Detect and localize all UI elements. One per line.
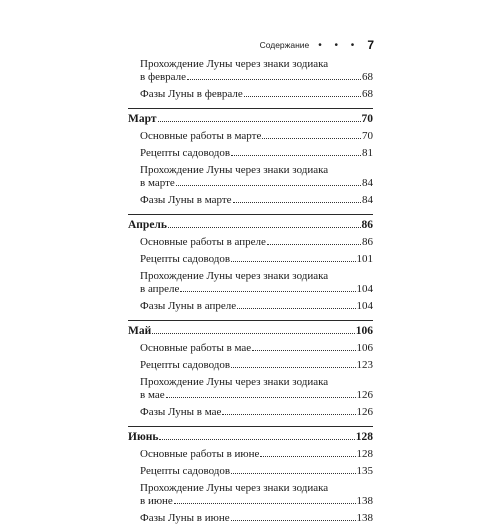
toc-entry-page: 123 bbox=[356, 359, 373, 371]
toc-entry[interactable] bbox=[128, 253, 373, 266]
leader-dots bbox=[231, 155, 361, 156]
toc-entry[interactable] bbox=[128, 300, 373, 313]
toc-entry[interactable] bbox=[128, 359, 373, 372]
toc-entry[interactable] bbox=[128, 236, 373, 249]
toc-entry[interactable] bbox=[128, 512, 373, 525]
toc-entry-page: 138 bbox=[356, 495, 373, 507]
toc-entry-label: Основные работы в мае bbox=[140, 342, 252, 354]
toc-month-heading[interactable] bbox=[128, 113, 373, 126]
toc-entry-line2 bbox=[140, 283, 373, 296]
leader-dots bbox=[176, 185, 361, 186]
toc-entry-page: 126 bbox=[356, 389, 373, 401]
leader-dots bbox=[159, 439, 354, 440]
toc-entry-label-line2: в июне bbox=[140, 495, 173, 507]
toc-entry-label-line1: Прохождение Луны через знаки зодиака bbox=[140, 376, 329, 388]
toc-entry-page: 84 bbox=[362, 177, 373, 189]
toc-entry-label: Рецепты садоводов bbox=[140, 253, 231, 265]
toc-entry-label: Фазы Луны в марте bbox=[140, 194, 232, 206]
toc-entry[interactable] bbox=[128, 270, 373, 296]
toc-month-heading[interactable] bbox=[128, 219, 373, 232]
page-number: 7 bbox=[367, 38, 374, 52]
leader-dots bbox=[231, 367, 355, 368]
header-dots: • • • bbox=[318, 39, 360, 51]
toc-month-heading[interactable] bbox=[128, 325, 373, 338]
toc-entry-page: 106 bbox=[356, 342, 373, 354]
toc-heading-label: Март bbox=[128, 113, 157, 125]
toc-entry-label-line1: Прохождение Луны через знаки зодиака bbox=[140, 58, 329, 70]
toc-entry-line2 bbox=[140, 495, 373, 508]
toc-entry[interactable] bbox=[128, 130, 373, 143]
leader-dots bbox=[174, 503, 356, 504]
toc-entry-label-line1: Прохождение Луны через знаки зодиака bbox=[140, 270, 329, 282]
toc-entry-label: Рецепты садоводов bbox=[140, 147, 231, 159]
toc-entry-page: 104 bbox=[356, 283, 373, 295]
leader-dots bbox=[158, 121, 361, 122]
toc-entry-label-line2: в феврале bbox=[140, 71, 186, 83]
toc-entry-label-line2: в марте bbox=[140, 177, 175, 189]
toc-entry-line2 bbox=[140, 389, 373, 402]
leader-dots bbox=[152, 333, 355, 334]
toc-entry-page: 126 bbox=[356, 406, 373, 418]
toc-entry-page: 104 bbox=[356, 300, 373, 312]
toc-entry-page: 128 bbox=[356, 448, 373, 460]
toc-entry-page: 68 bbox=[362, 71, 373, 83]
toc-section bbox=[128, 214, 373, 320]
toc-heading-page: 86 bbox=[361, 219, 373, 231]
running-header bbox=[250, 37, 374, 53]
leader-dots bbox=[233, 202, 361, 203]
leader-dots bbox=[231, 261, 355, 262]
toc-entry-label-line1: Прохождение Луны через знаки зодиака bbox=[140, 164, 329, 176]
leader-dots bbox=[180, 291, 355, 292]
toc-heading-page: 70 bbox=[361, 113, 373, 125]
toc-entry-label-line2: в апреле bbox=[140, 283, 180, 295]
leader-dots bbox=[244, 96, 361, 97]
toc-heading-page: 128 bbox=[355, 431, 373, 443]
toc-entry[interactable] bbox=[128, 194, 373, 207]
toc-entry-line2 bbox=[140, 71, 373, 84]
toc-entry[interactable] bbox=[128, 465, 373, 478]
toc-entry[interactable] bbox=[128, 406, 373, 419]
toc-section bbox=[128, 426, 373, 532]
leader-dots bbox=[262, 138, 361, 139]
leader-dots bbox=[166, 397, 356, 398]
toc-month-heading[interactable] bbox=[128, 431, 373, 444]
toc-entry[interactable] bbox=[128, 164, 373, 190]
toc-entry-label: Фазы Луны в феврале bbox=[140, 88, 243, 100]
table-of-contents bbox=[128, 54, 373, 532]
toc-entry-label: Фазы Луны в июне bbox=[140, 512, 230, 524]
toc-section bbox=[128, 320, 373, 426]
toc-entry-page: 84 bbox=[362, 194, 373, 206]
toc-section bbox=[128, 108, 373, 214]
toc-entry-page: 101 bbox=[356, 253, 373, 265]
toc-entry-label-line2: в мае bbox=[140, 389, 165, 401]
toc-entry-page: 70 bbox=[362, 130, 373, 142]
leader-dots bbox=[252, 350, 355, 351]
leader-dots bbox=[237, 308, 355, 309]
toc-entry[interactable] bbox=[128, 147, 373, 160]
toc-entry[interactable] bbox=[128, 58, 373, 84]
leader-dots bbox=[187, 79, 361, 80]
toc-entry-label-line1: Прохождение Луны через знаки зодиака bbox=[140, 482, 329, 494]
toc-entry[interactable] bbox=[128, 342, 373, 355]
leader-dots bbox=[231, 520, 356, 521]
toc-entry-label: Рецепты садоводов bbox=[140, 359, 231, 371]
toc-heading-label: Апрель bbox=[128, 219, 167, 231]
leader-dots bbox=[260, 456, 355, 457]
toc-entry-label: Основные работы в апреле bbox=[140, 236, 266, 248]
toc-heading-label: Июнь bbox=[128, 431, 159, 443]
toc-entry-label: Основные работы в июне bbox=[140, 448, 260, 460]
toc-entry[interactable] bbox=[128, 88, 373, 101]
toc-entry-page: 81 bbox=[362, 147, 373, 159]
leader-dots bbox=[222, 414, 355, 415]
toc-entry-line2 bbox=[140, 177, 373, 190]
toc-entry-label: Фазы Луны в мае bbox=[140, 406, 222, 418]
leader-dots bbox=[231, 473, 355, 474]
toc-entry-page: 135 bbox=[356, 465, 373, 477]
toc-entry-page: 86 bbox=[362, 236, 373, 248]
toc-entry[interactable] bbox=[128, 482, 373, 508]
toc-entry-page: 68 bbox=[362, 88, 373, 100]
leader-dots bbox=[168, 227, 361, 228]
toc-heading-label: Май bbox=[128, 325, 152, 337]
toc-section bbox=[128, 54, 373, 108]
toc-entry-page: 138 bbox=[356, 512, 373, 524]
toc-entry-label: Фазы Луны в апреле bbox=[140, 300, 237, 312]
toc-entry-label: Рецепты садоводов bbox=[140, 465, 231, 477]
toc-entry-label: Основные работы в марте bbox=[140, 130, 262, 142]
toc-entry[interactable] bbox=[128, 448, 373, 461]
leader-dots bbox=[267, 244, 361, 245]
toc-heading-page: 106 bbox=[355, 325, 373, 337]
header-title: Содержание bbox=[259, 40, 310, 50]
toc-entry[interactable] bbox=[128, 376, 373, 402]
